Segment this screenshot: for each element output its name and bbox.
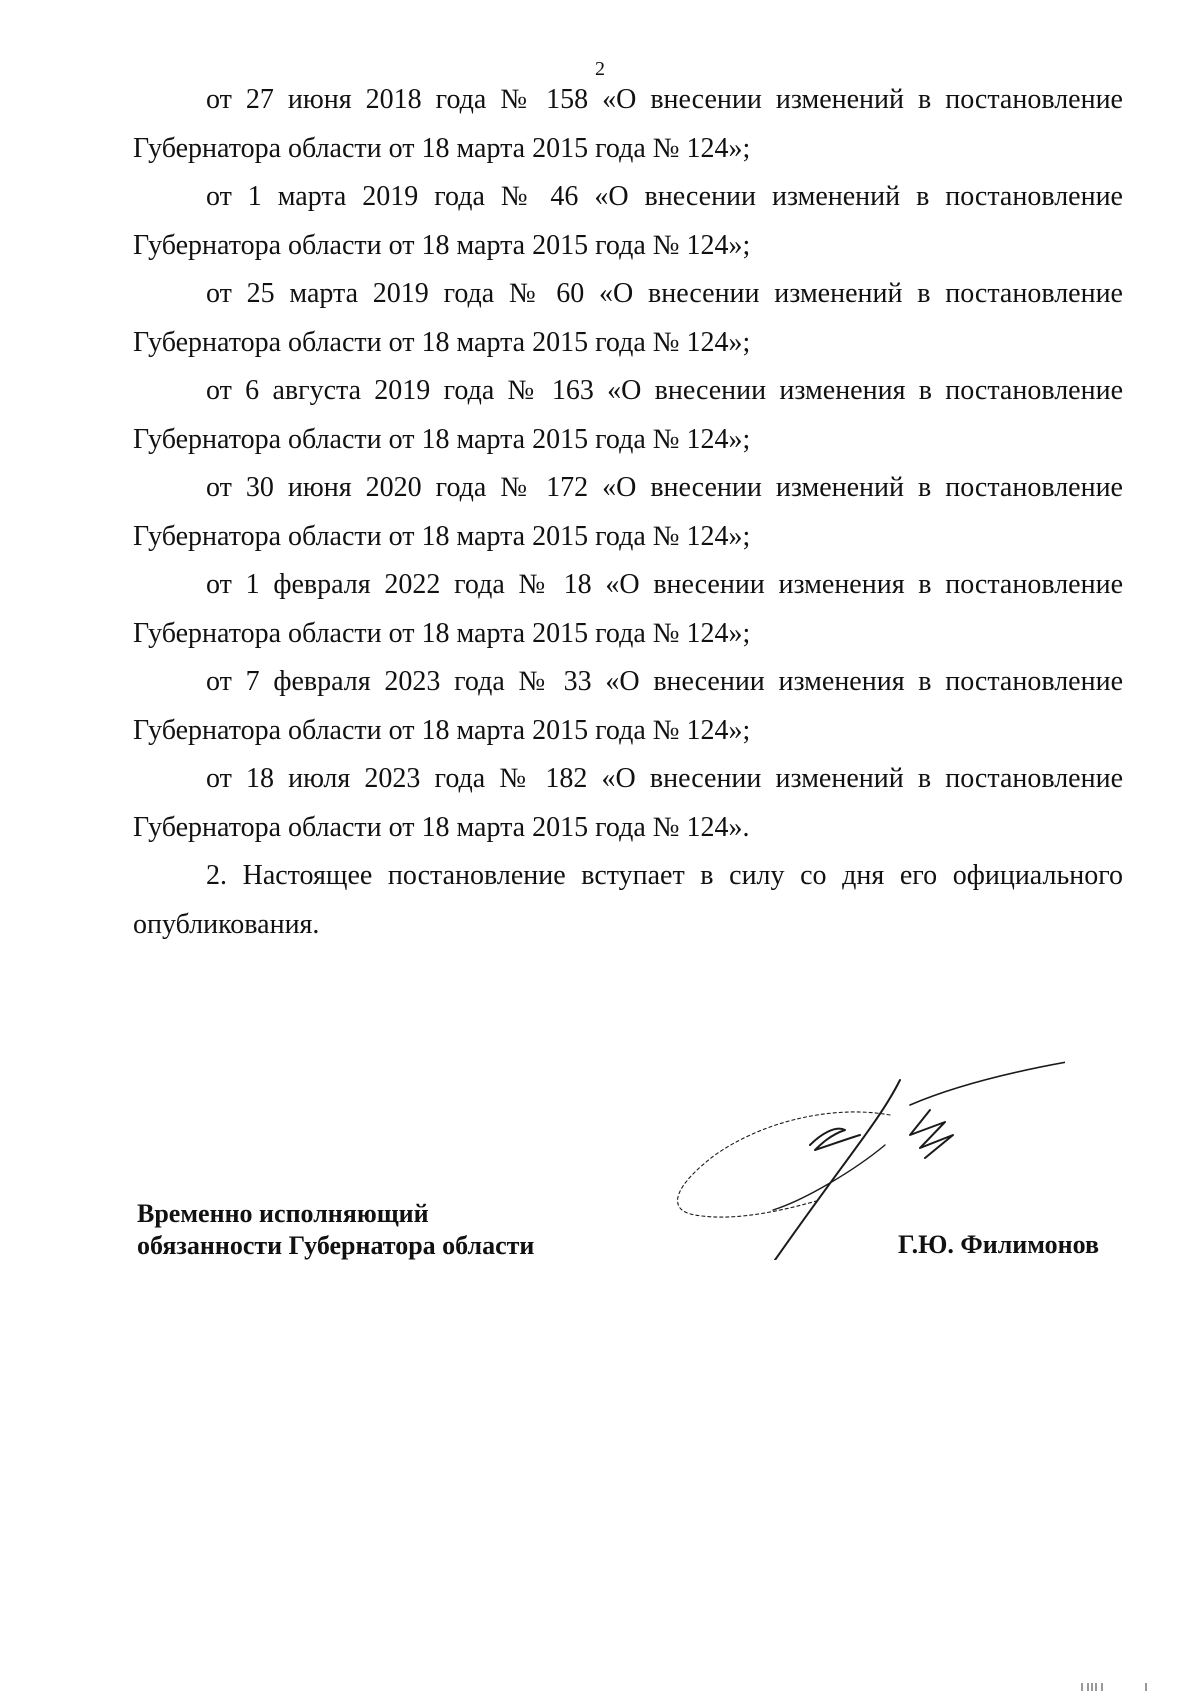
document-body	[133, 76, 1123, 949]
signatory-title-line-1: Временно исполняющий	[137, 1199, 429, 1228]
paragraph-continuation: Губернатора области от 18 марта 2015 года № 124»;	[133, 423, 751, 455]
amendment-paragraph-8	[133, 755, 1123, 852]
amendment-paragraph-6	[133, 561, 1123, 658]
paragraph-continuation: Губернатора области от 18 марта 2015 года № 124».	[133, 811, 750, 843]
amendment-paragraph-3	[133, 270, 1123, 367]
paragraph-continuation: Губернатора области от 18 марта 2015 года № 124»;	[133, 326, 751, 358]
signatory-title-line-2: обязанности Губернатора области	[137, 1231, 535, 1260]
amendment-paragraph-1	[133, 76, 1123, 173]
scan-artifact-marks	[1080, 1681, 1160, 1691]
paragraph-first-line: от 1 марта 2019 года № 46 «О внесении изменений в постановление	[206, 181, 1123, 212]
paragraph-continuation: Губернатора области от 18 марта 2015 года № 124»;	[133, 132, 751, 164]
paragraph-continuation: Губернатора области от 18 марта 2015 года № 124»;	[133, 617, 751, 649]
page-number: 2	[595, 58, 605, 80]
paragraph-first-line: от 25 марта 2019 года № 60 «О внесении изменений в постановление	[206, 278, 1123, 309]
paragraph-first-line: от 27 июня 2018 года № 158 «О внесении изменений в постановление	[206, 84, 1123, 115]
paragraph-continuation: Губернатора области от 18 марта 2015 года № 124»;	[133, 520, 751, 552]
amendment-paragraph-2	[133, 173, 1123, 270]
paragraph-first-line: от 18 июля 2023 года № 182 «О внесении изменений в постановление	[206, 763, 1123, 794]
paragraph-first-line: от 6 августа 2019 года № 163 «О внесении изменения в постановление	[206, 375, 1123, 406]
paragraph-first-line: 2. Настоящее постановление вступает в силу со дня его официального	[206, 860, 1123, 891]
amendment-paragraph-5	[133, 464, 1123, 561]
amendment-paragraph-4	[133, 367, 1123, 464]
amendment-paragraph-7	[133, 658, 1123, 755]
paragraph-continuation: опубликования.	[133, 908, 320, 940]
paragraph-first-line: от 7 февраля 2023 года № 33 «О внесении изменения в постановление	[206, 666, 1123, 697]
signatory-title	[137, 1198, 534, 1262]
paragraph-first-line: от 1 февраля 2022 года № 18 «О внесении изменения в постановление	[206, 569, 1123, 600]
effective-date-clause	[133, 852, 1123, 949]
paragraph-continuation: Губернатора области от 18 марта 2015 года № 124»;	[133, 229, 751, 261]
paragraph-first-line: от 30 июня 2020 года № 172 «О внесении изменений в постановление	[206, 472, 1123, 503]
signer-name: Г.Ю. Филимонов	[898, 1230, 1100, 1259]
paragraph-continuation: Губернатора области от 18 марта 2015 года № 124»;	[133, 714, 751, 746]
